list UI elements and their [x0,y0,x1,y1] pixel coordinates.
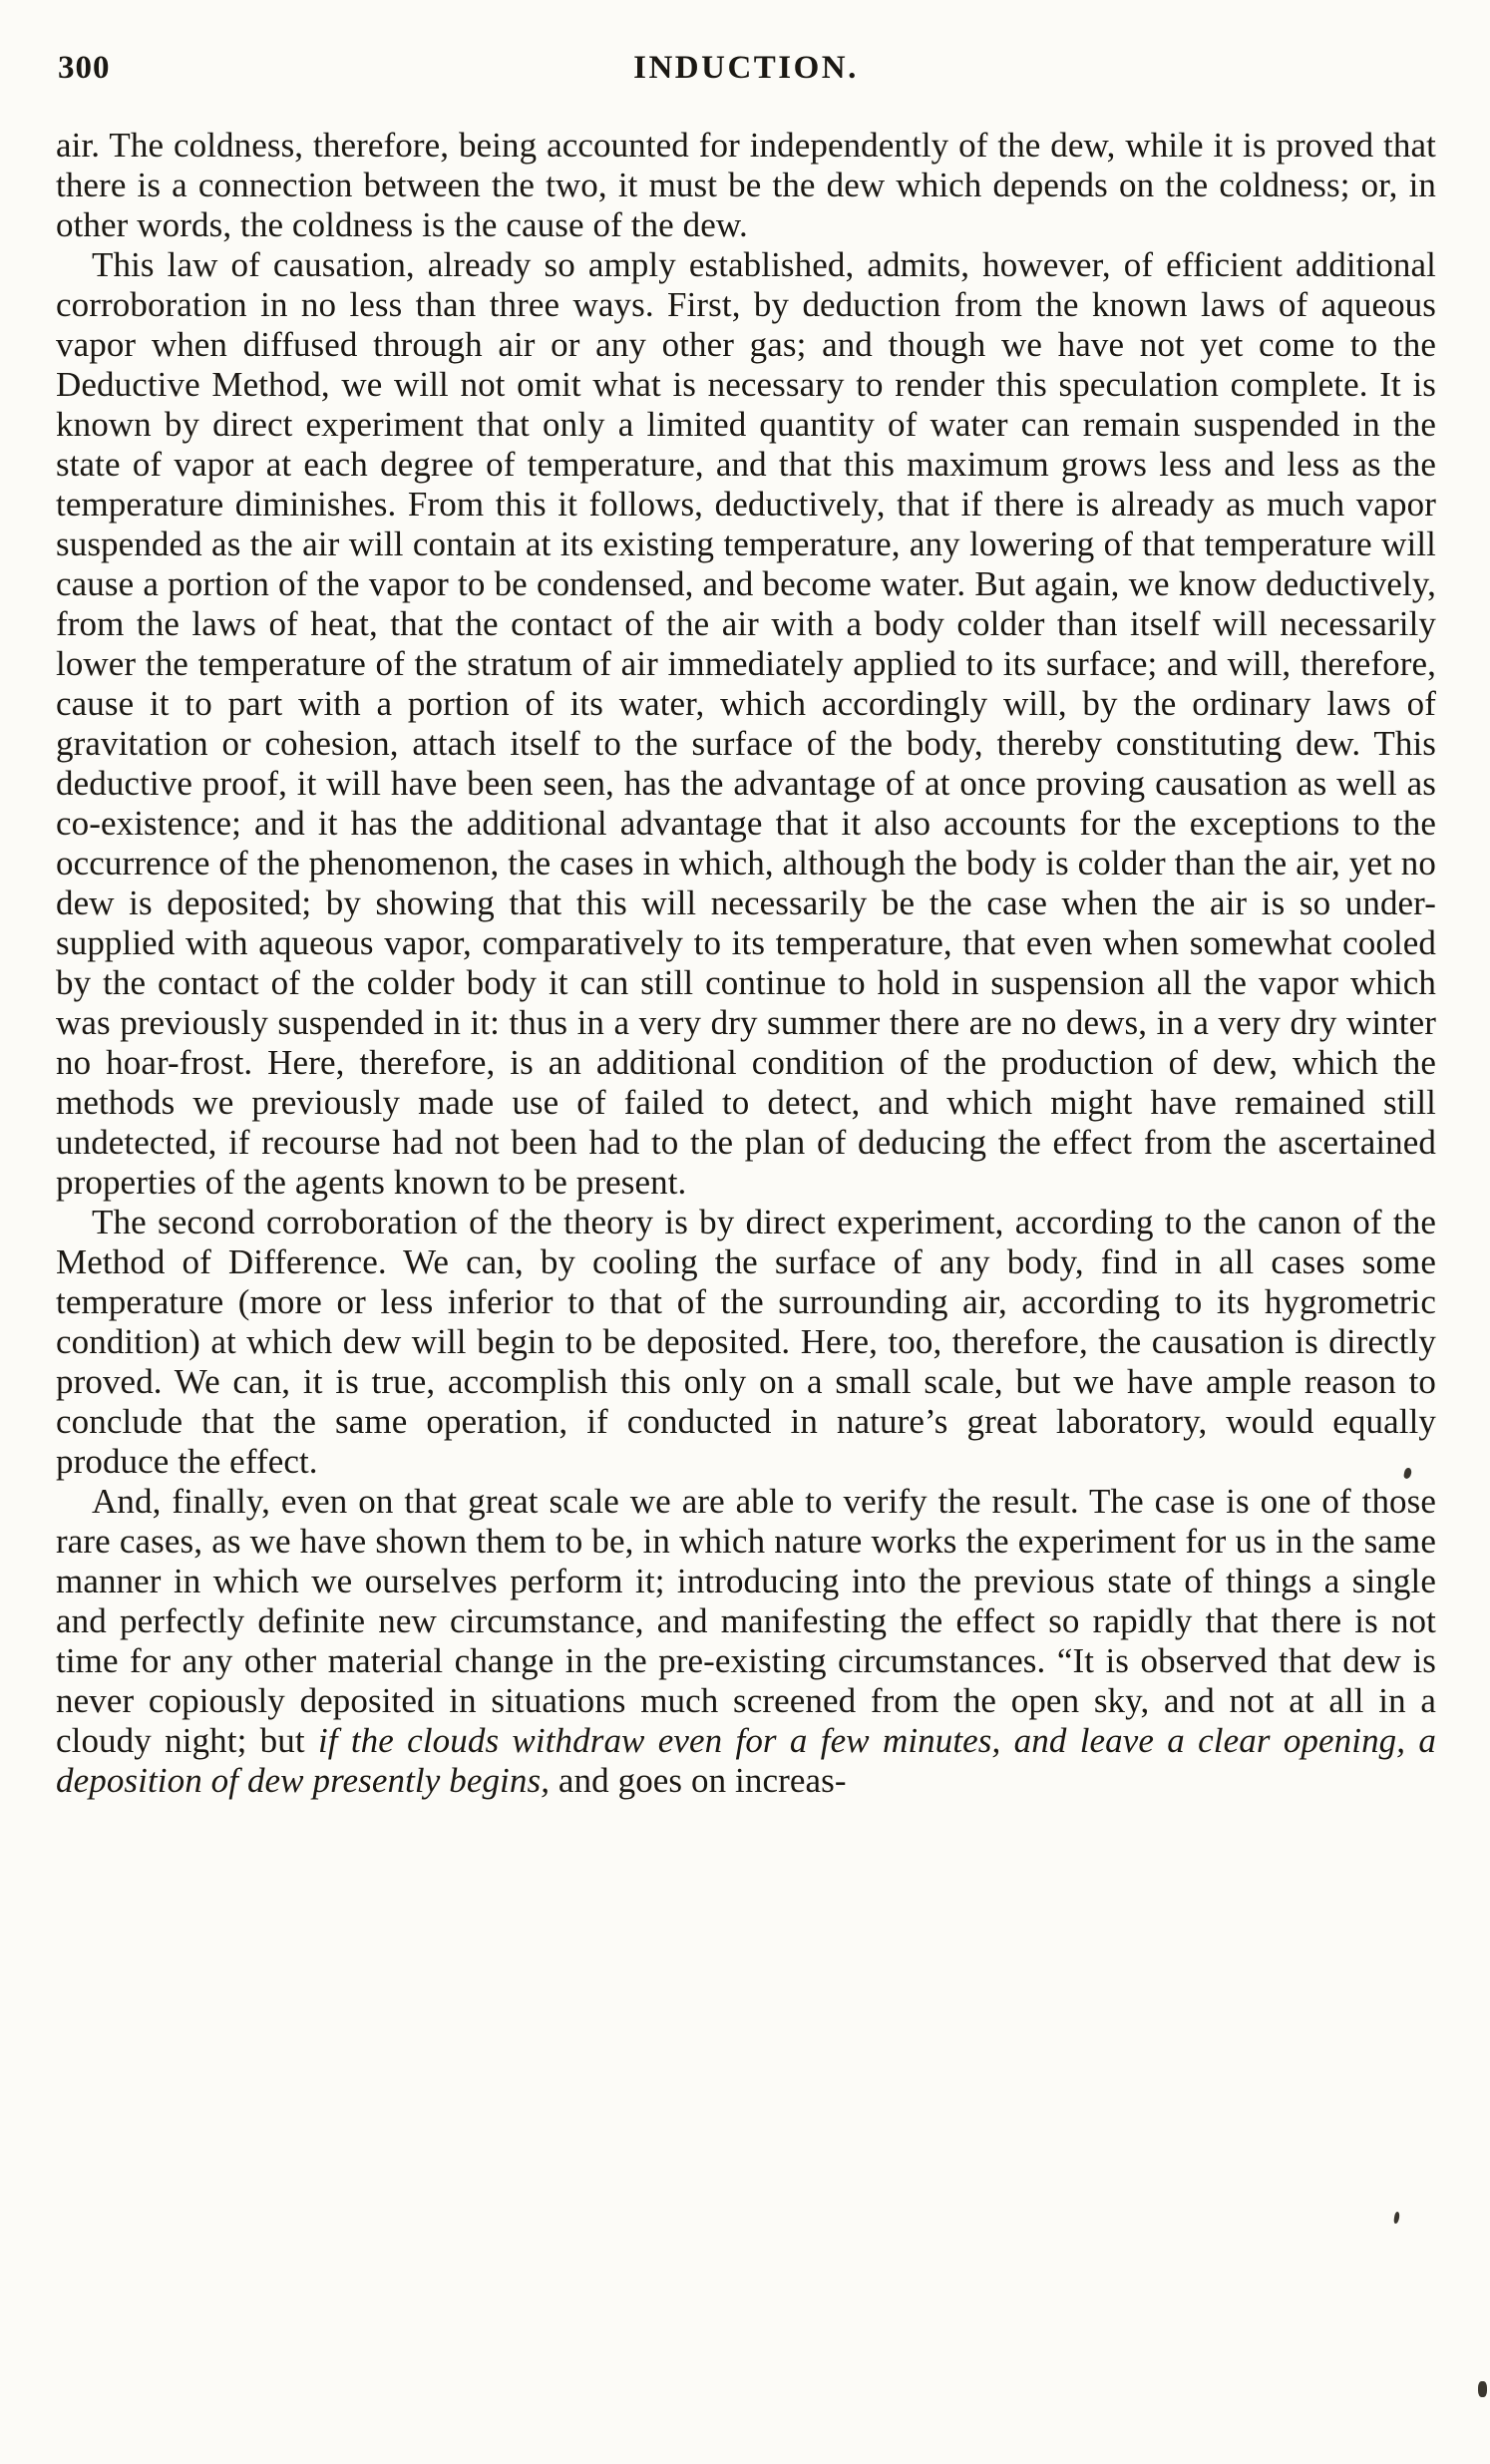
text-run: This law of causation, already so amply established, admits, however, of efficient additional corroboration in no less than three ways. First, by deduction from the known laws of aqueous vapor when diffused through air or any other gas; and though we have not yet come to the Deductive Method, we will not omit what is necessary to render this speculation complete. It is known by direct experiment that only a limited quantity of water can remain suspended in the state of vapor at each degree of temperature, and that this maximum grows less and less as the temperature diminishes. From this it follows, deductively, that if there is already as much vapor suspended as the air will contain at its existing temperature, any lowering of that temperature will cause a portion of the vapor to be condensed, and become water. But again, we know deductively, from the laws of heat, that the contact of the air with a body colder than itself will necessarily lower the temperature of the stratum of air immediately applied to its surface; and will, therefore, cause it to part with a portion of its water, which accordingly will, by the ordinary laws of gravitation or cohesion, attach itself to the surface of the body, thereby constituting dew. This deductive proof, it will have been seen, has the advantage of at once proving causation as well as co-existence; and it has the additional advantage that it also accounts for the exceptions to the occurrence of the phenomenon, the cases in which, although the body is colder than the air, yet no dew is deposited; by showing that this will necessarily be the case when the air is so under-supplied with aqueous vapor, comparatively to its temperature, that even when somewhat cooled by the contact of the colder body it can still continue to hold in suspension all the vapor which was previously suspended in it: thus in a very dry summer there are no dews, in a very dry winter no hoar-frost. Here, therefore, is an additional condition of the production of dew, which the methods we previously made use of failed to detect, and which might have remained still undetected, if recourse had not been had to the plan of deducing the effect from the ascertained properties of the agents known to be present. [56,245,1436,1202]
paragraph [56,1203,1436,1482]
text-run: The second corroboration of the theory is by direct experiment, according to the canon of the Method of Difference. We can, by cooling the surface of any body, find in all cases some temperature (more or less inferior to that of the surrounding air, according to its hygrometric condition) at which dew will begin to be deposited. Here, too, therefore, the causation is directly proved. We can, it is true, accomplish this only on a small scale, but we have ample reason to conclude that the same operation, if conducted in nature’s great laboratory, would equally produce the effect. [56,1203,1436,1481]
scan-speck [1393,2212,1400,2225]
text-run: and goes on increas- [550,1761,847,1800]
text-run: And, finally, even on that great scale we are able to verify the result. The case is one of those rare cases, as we have shown them to be, in which nature works the experiment for us in the same manner in which we ourselves perform it; introducing into the previous state of things a single and perfectly definite new circumstance, and manifesting the effect so rapidly that there is not time for any other material change in the pre-existing circumstances. “It is observed that dew is never copiously deposited in situations much screened from the open sky, and not at all in a cloudy night; but [56,1482,1436,1760]
paragraph [56,245,1436,1203]
running-header [56,50,1436,96]
paragraph [56,1482,1436,1801]
scan-speck [1478,2381,1487,2397]
text-run: air. The coldness, therefore, being accounted for independently of the dew, while it is proved that there is a connection between the two, it must be the dew which depends on the coldness; or, in other words, the coldness is the cause of the dew. [56,126,1436,244]
page-body [56,126,1436,1801]
page-number: 300 [58,50,111,86]
italic-text-run: if the clouds withdraw even for a few minutes, and leave a clear opening, a deposition of dew presently begins, [56,1721,1436,1800]
paragraph [56,126,1436,245]
running-title: INDUCTION. [633,50,859,86]
